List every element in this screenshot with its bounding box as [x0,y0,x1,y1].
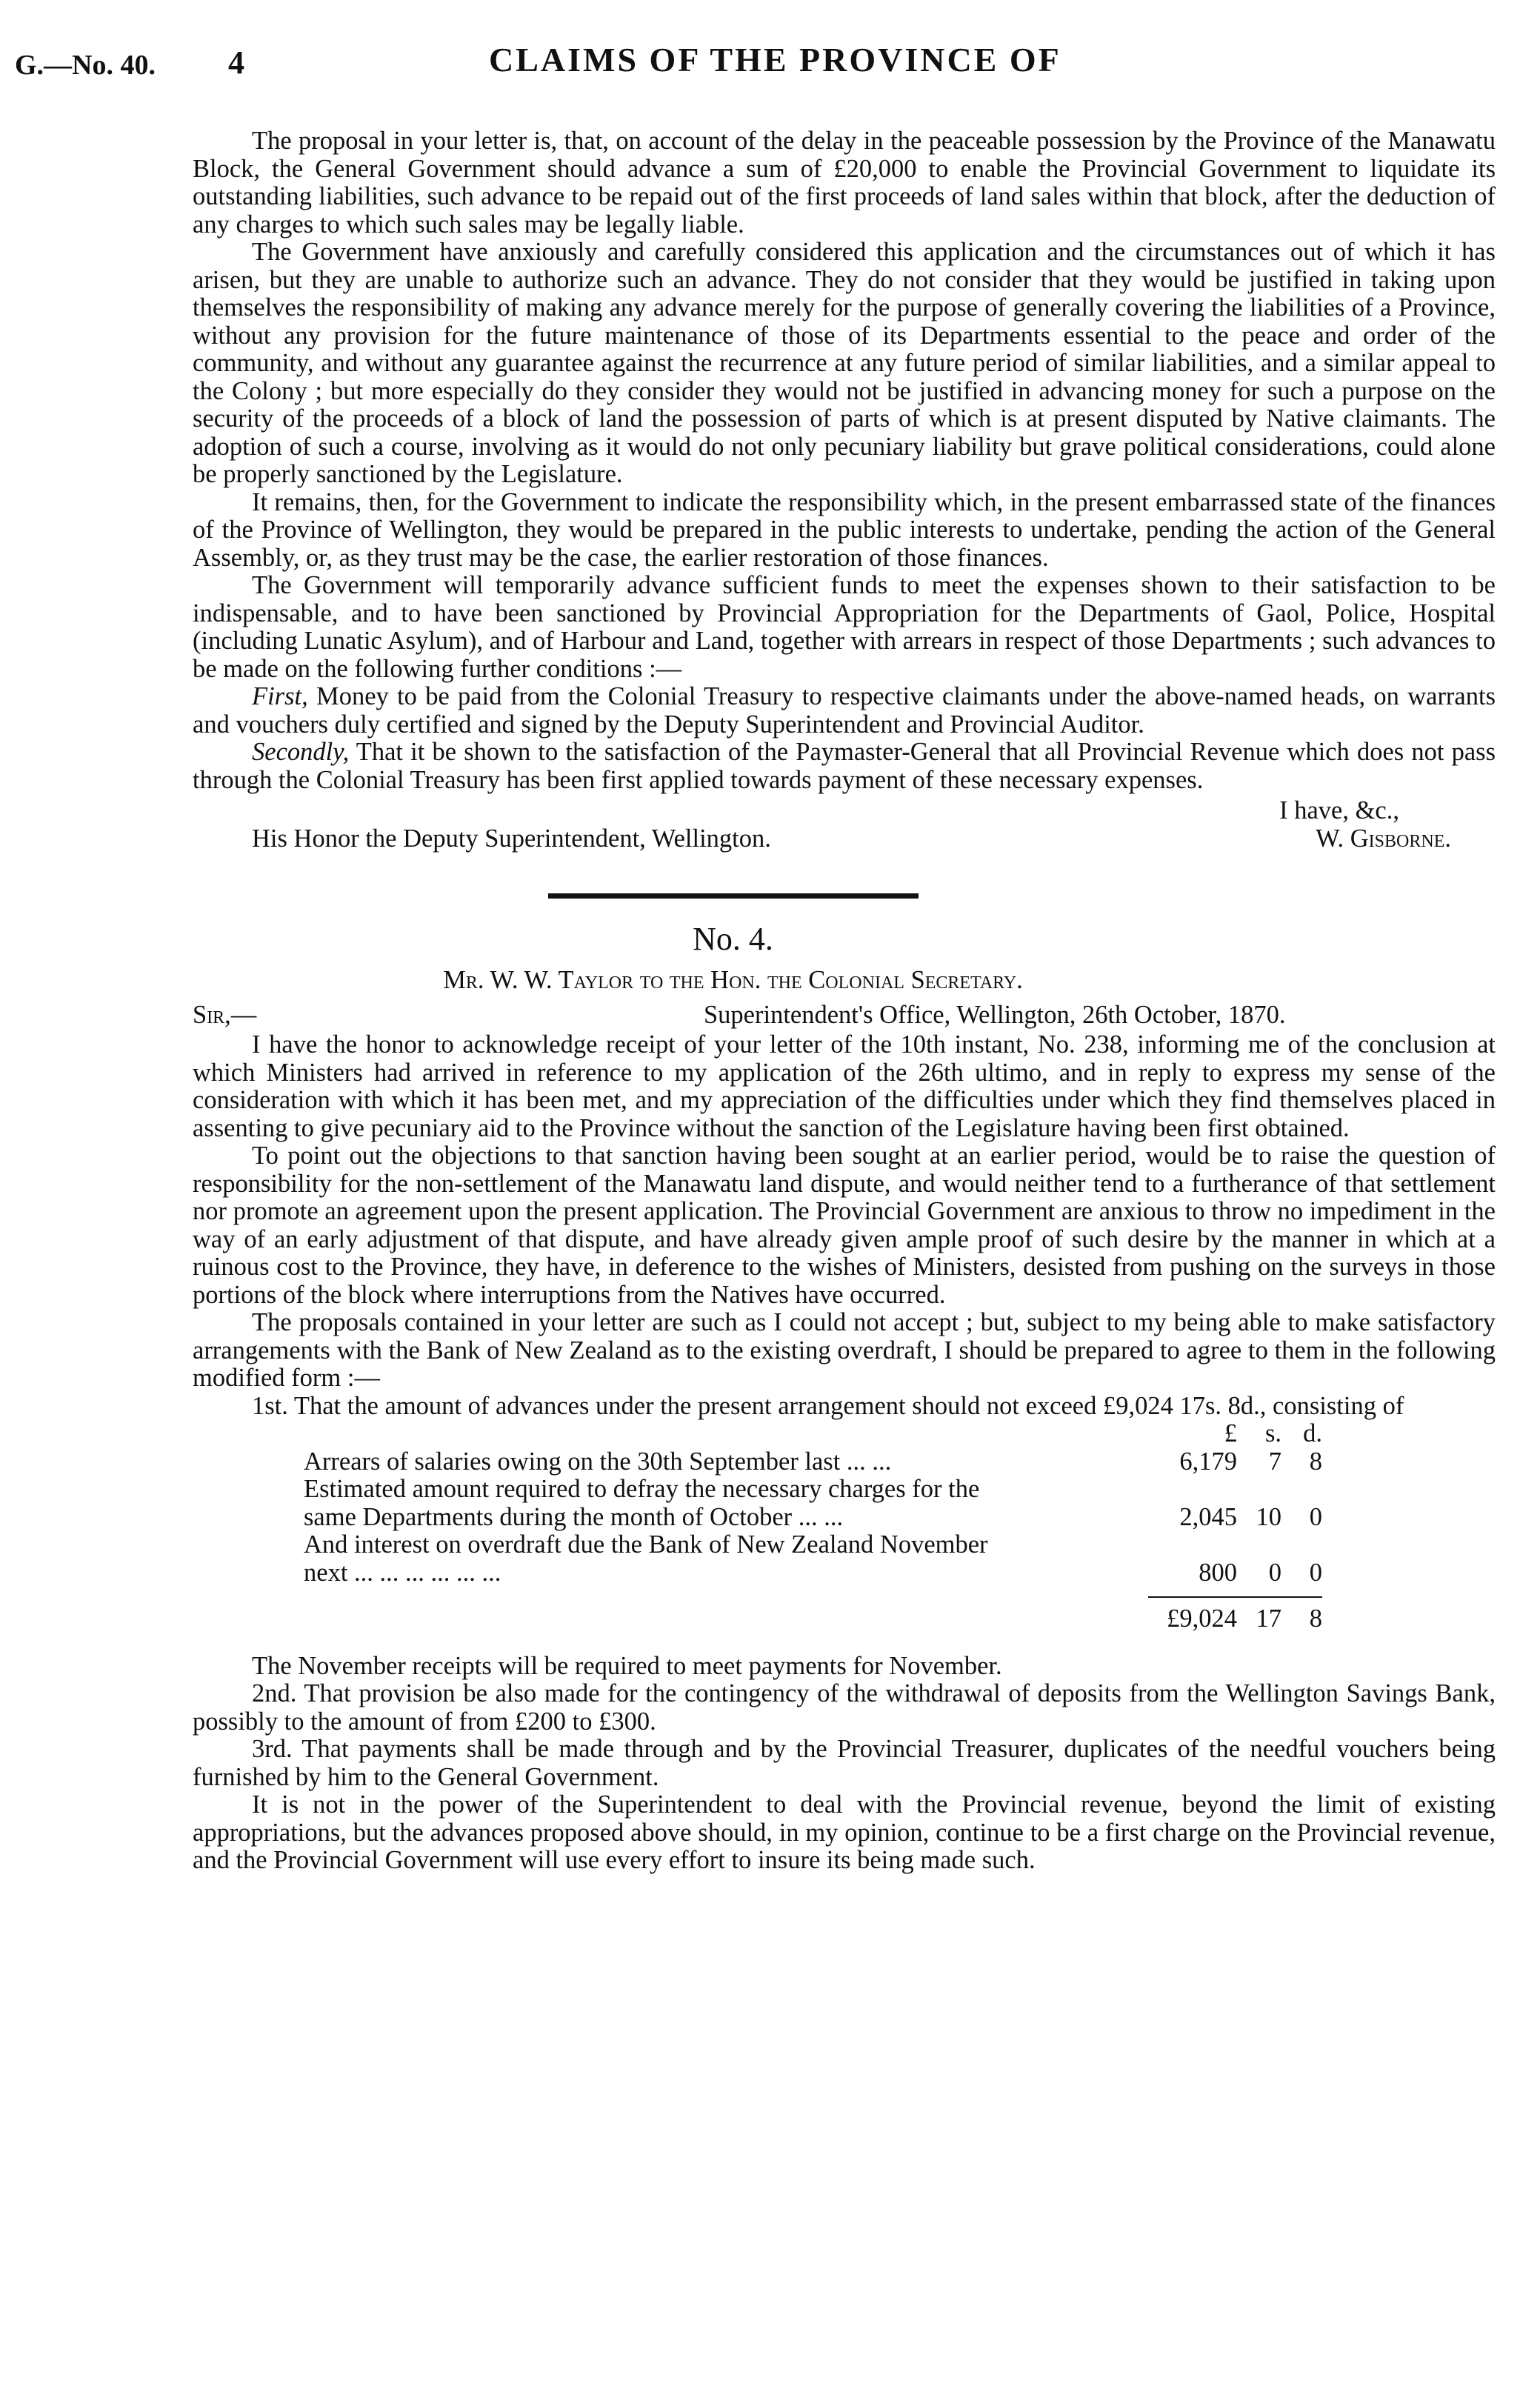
paragraph: The Government have anxiously and carefully considered this application and the circumstances out of which it has arisen, but they are unable to authorize such an advance. They do not consider that they would be justified in taking upon themselves the responsibility of making any advance merely for the purpose of generally covering the liabilities of a Province, without any provision for the future maintenance of those of its Departments essential to the peace and order of the community, and without any guarantee against the recurrence at any future period of similar liabilities, and a similar appeal to the Colony ; but more especially do they consider they would not be justified in advancing money for such a purpose on the security of the proceeds of a block of land the possession of parts of which is at present disputed by Native claimants. The adoption of such a course, involving as it would do not only pecuniary liability but grave political considerations, could alone be properly sanctioned by the Legislature. [193,238,1496,488]
table-row [304,1504,1322,1532]
page-header [15,41,1496,90]
row-pence: 8 [1309,1447,1322,1476]
document-reference: G.—No. 40. [15,50,156,81]
running-title: CLAIMS OF THE PROVINCE OF [489,41,1061,79]
table-row [304,1531,1322,1559]
row-pounds: 6,179 [1179,1447,1237,1476]
closing-phrase: I have, &c., [1279,796,1399,824]
total-shillings: 17 [1237,1597,1281,1633]
condition-label: Secondly, [252,738,350,766]
total-pounds: £9,024 [1148,1597,1237,1633]
addressee: His Honor the Deputy Superintendent, Wellington. [252,824,771,853]
letter-3-body [193,127,1496,853]
row-description: Arrears of salaries owing on the 30th September last ... ... [304,1447,892,1476]
condition-first [193,683,1496,739]
row-pounds: 800 [1199,1558,1237,1587]
paragraph: The Government will temporarily advance sufficient funds to meet the expenses shown to their satisfaction to be indispensable, and to have been sanctioned by Provincial Appropriation for the Departments of Gaol, Police, Hospital (including Lunatic Asylum), and of Harbour and Land, together with arrears in respect of those Departments ; such advances to be made on the following further conditions :— [193,571,1496,683]
row-description-cont: same Departments during the month of October ... ... [304,1502,844,1531]
column-header: £ [1224,1419,1237,1447]
table-row [304,1476,1322,1504]
signatory: W. Gisborne. [1316,824,1451,853]
paragraph: The November receipts will be required to meet payments for November. [252,1651,1002,1680]
total-pence: 8 [1281,1597,1322,1633]
paragraph: 1st. That the amount of advances under the present arrangement should not exceed £9,024 17s. 8d., consisting of [252,1391,1404,1420]
place-date: Superintendent's Office, Wellington, 26th October, 1870. [704,1001,1286,1029]
row-shillings: 10 [1256,1502,1281,1531]
letter-number: No. 4. [693,921,773,957]
paragraph: It is not in the power of the Superintendent to deal with the Provincial revenue, beyond the limit of existing appropriations, but the advances proposed above should, in my opinion, continue to be a first charge on the Provincial revenue, and the Provincial Government will use every effort to insure its being made such. [193,1790,1496,1874]
row-description: And interest on overdraft due the Bank of New Zealand November [304,1530,988,1559]
table-row [304,1448,1322,1476]
row-shillings: 7 [1268,1447,1281,1476]
paragraph: I have the honor to acknowledge receipt of your letter of the 10th instant, No. 238, informing me of the conclusion at which Ministers had arrived in reference to my application of the 26th ultimo, and in reply to express my sense of the consideration with which it has been met, and my appreciation of the difficulties under which they find themselves placed in assenting to give pecuniary aid to the Province without the sanction of the Legislature having been first obtained. [193,1030,1496,1142]
paragraph: 2nd. That provision be also made for the contingency of the withdrawal of deposits from the Wellington Savings Bank, possibly to the amount of from £200 to £300. [193,1679,1496,1736]
paragraph: The proposals contained in your letter are such as I could not accept ; but, subject to my being able to make satisfactory arrangements with the Bank of New Zealand as to the existing overdraft, I should be prepared to agree to them in the following modified form :— [193,1308,1496,1392]
salutation: Sir,— [193,1001,257,1029]
table-total-row [304,1597,1322,1633]
column-header: d. [1303,1419,1322,1447]
letter-heading: Mr. W. W. Taylor to the Hon. the Colonial Secretary. [443,965,1023,994]
condition-text: That it be shown to the satisfaction of the Paymaster-General that all Provincial Revenue which does not pass through the Colonial Treasury has been first applied towards payment of these necessary expenses. [193,738,1496,794]
page-number: 4 [228,44,244,81]
condition-label: First, [252,682,308,710]
paragraph: 3rd. That payments shall be made through and by the Provincial Treasurer, duplicates of the needful vouchers being furnished by him to the General Government. [193,1735,1496,1791]
row-pence: 0 [1309,1502,1322,1531]
table-header-row [304,1420,1322,1448]
table-spacer [304,1587,1322,1597]
signature-block [193,797,1496,853]
row-description: Estimated amount required to defray the necessary charges for the [304,1475,980,1503]
table-row [304,1559,1322,1587]
condition-text: Money to be paid from the Colonial Treasury to respective claimants under the above-named heads, on warrants and vouchers duly certified and signed by the Deputy Superintendent and Provincial Auditor. [193,682,1496,739]
column-header: s. [1264,1419,1281,1447]
salutation-line [193,1002,1496,1031]
paragraph: To point out the objections to that sanction having been sought at an earlier period, would be to raise the question of responsibility for the non-settlement of the Manawatu land dispute, and would neither tend to a furtherance of that settlement nor promote an agreement upon the present application. The Provincial Government are anxious to throw no impediment in the way of an early adjustment of that dispute, and have already given ample proof of such desire by the manner in which at a ruinous cost to the Province, they have, in deference to the wishes of Ministers, desisted from pushing on the surveys in those portions of the block where interruptions from the Natives have occurred. [193,1142,1496,1309]
row-pence: 0 [1309,1558,1322,1587]
row-description-cont: next ... ... ... ... ... ... [304,1558,501,1587]
row-pounds: 2,045 [1179,1502,1237,1531]
letter-4 [193,921,1496,1875]
section-divider [548,893,919,899]
row-shillings: 0 [1268,1558,1281,1587]
paragraph: The proposal in your letter is, that, on account of the delay in the peaceable possession by the Province of the Manawatu Block, the General Government should advance a sum of £20,000 to enable the Provincial Government to liquidate its outstanding liabilities, such advance to be repaid out of the first proceeds of land sales within that block, after the deduction of any charges to which such sales may be legally liable. [193,127,1496,239]
condition-second [193,739,1496,794]
advances-table [304,1420,1322,1633]
paragraph: It remains, then, for the Government to indicate the responsibility which, in the present embarrassed state of the finances of the Province of Wellington, they would be prepared in the public interests to undertake, pending the action of the General Assembly, or, as they trust may be the case, the earlier restoration of those finances. [193,487,1496,572]
